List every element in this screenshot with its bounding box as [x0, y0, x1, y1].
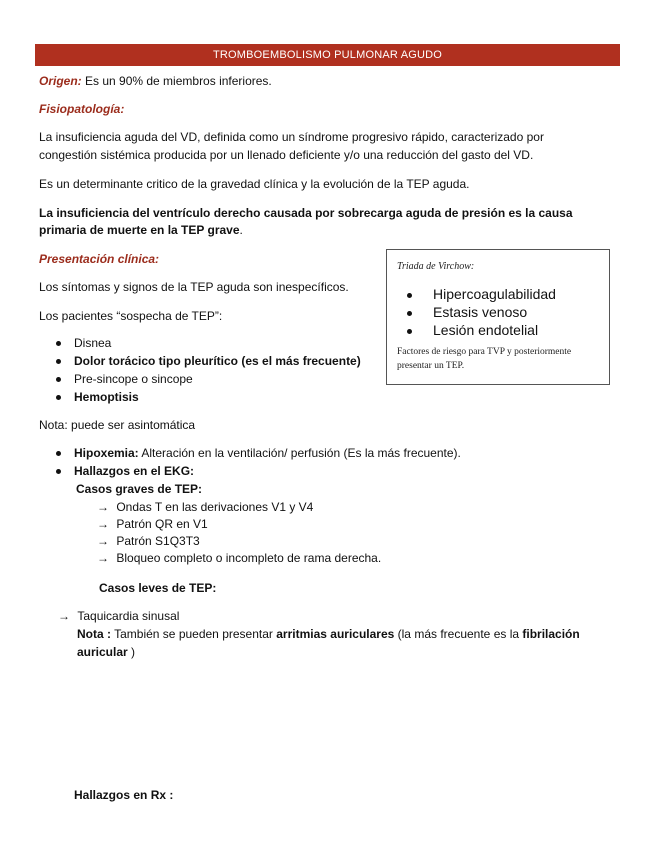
fisio-p3-line1: La insuficiencia del ventrículo derecho causada por sobrecarga aguda de presión es la causa: [39, 206, 573, 220]
triada-foot-line1: Factores de riesgo para TVP y posteriormente: [397, 347, 572, 357]
title-banner: TROMBOEMBOLISMO PULMONAR AGUDO: [35, 44, 620, 66]
graves-item: [97, 500, 313, 514]
origin-label: Origen:: [39, 74, 82, 88]
triada-item-text: Lesión endotelial: [433, 322, 539, 338]
triada-foot-line2: presentar un TEP.: [397, 361, 465, 371]
graves-item-text: Patrón S1Q3T3: [116, 534, 200, 548]
symptom-text: Pre-sincope o sincope: [74, 372, 193, 386]
nota-text1: También se pueden presentar: [111, 627, 277, 641]
hipoxemia-text: [74, 446, 461, 460]
arrow-icon: →: [97, 517, 109, 531]
fisio-p1-line1: La insuficiencia aguda del VD, definida como un síndrome progresivo rápido, caracterizado por: [39, 130, 544, 144]
graves-item-text: Bloqueo completo o incompleto de rama derecha.: [116, 551, 382, 565]
nota-text2: (la más frecuente es la: [394, 627, 523, 641]
nota-text3: ): [127, 645, 136, 659]
nota-bold2a: fibrilación: [522, 627, 580, 641]
presentacion-heading: Presentación clínica:: [39, 252, 160, 266]
bullet-icon: [56, 377, 61, 382]
bullet-icon: [407, 329, 412, 334]
fisio-p3-bold: primaria de muerte en la TEP grave: [39, 223, 240, 237]
origin-text: Es un 90% de miembros inferiores.: [81, 74, 272, 88]
graves-item: [97, 551, 381, 565]
arrow-icon: →: [58, 609, 70, 623]
bullet-icon: [56, 395, 61, 400]
graves-item: [97, 517, 208, 531]
presentacion-nota: Nota: puede ser asintomática: [39, 418, 196, 432]
symptom-text: Hemoptisis: [74, 390, 139, 404]
arrow-icon: →: [97, 534, 109, 548]
arrow-icon: →: [97, 500, 109, 514]
symptom-text: Dolor torácico tipo pleurítico (es el más frecuente): [74, 354, 361, 368]
graves-heading: Casos graves de TEP:: [76, 482, 203, 496]
fisio-p1-line2: congestión sistémica producida por un llenado deficiente y/o una reducción del gasto del VD.: [39, 148, 534, 162]
presentacion-p2: Los pacientes “sospecha de TEP”:: [39, 309, 223, 323]
leves-item: [58, 609, 179, 623]
hipoxemia-label: Hipoxemia:: [74, 446, 139, 460]
presentacion-p1: Los síntomas y signos de la TEP aguda son inespecíficos.: [39, 280, 349, 294]
triada-item-text: Estasis venoso: [433, 304, 528, 320]
hipoxemia-desc: Alteración en la ventilación/ perfusión (Es la más frecuente).: [138, 446, 461, 460]
ekg-label: Hallazgos en el EKG:: [74, 464, 195, 478]
origin-line: [39, 74, 272, 88]
symptom-text: Disnea: [74, 336, 112, 350]
bullet-icon: [407, 293, 412, 298]
triada-footnote: [397, 345, 602, 373]
fisio-p3-end: .: [239, 223, 243, 237]
triada-virchow-box: [386, 249, 610, 385]
bullet-icon: [407, 311, 412, 316]
fisio-p2: Es un determinante critico de la gravedad clínica y la evolución de la TEP aguda.: [39, 177, 470, 191]
bullet-icon: [56, 359, 61, 364]
rx-heading: Hallazgos en Rx :: [74, 788, 174, 802]
leves-item-text: Taquicardia sinusal: [77, 609, 180, 623]
bullet-icon: [56, 469, 61, 474]
nota-bold1: arritmias auriculares: [276, 627, 395, 641]
graves-item-text: Ondas T en las derivaciones V1 y V4: [116, 500, 314, 514]
bullet-icon: [56, 451, 61, 456]
nota-label: Nota :: [77, 627, 111, 641]
triada-title: Triada de Virchow:: [397, 261, 475, 272]
graves-item: [97, 534, 200, 548]
nota-arritmias-line1: [77, 627, 580, 641]
fisio-p3-line2: [39, 223, 243, 237]
nota-arritmias-line2: [77, 645, 135, 659]
bullet-icon: [56, 341, 61, 346]
arrow-icon: →: [97, 551, 109, 565]
triada-item-text: Hipercoagulabilidad: [433, 286, 556, 302]
leves-heading: Casos leves de TEP:: [99, 581, 217, 595]
graves-item-text: Patrón QR en V1: [116, 517, 208, 531]
fisiopatologia-heading: Fisiopatología:: [39, 102, 125, 116]
nota-bold2b: auricular: [77, 645, 128, 659]
